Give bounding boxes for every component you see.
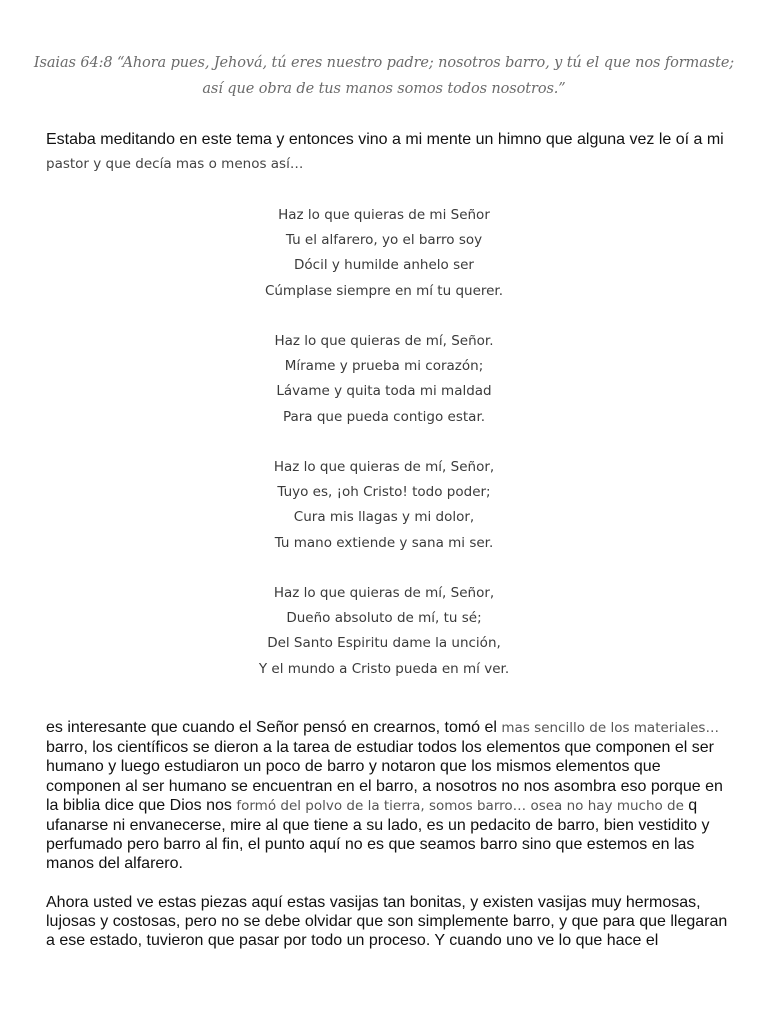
hymn-line: Mírame y prueba mi corazón; [284,358,484,375]
hymn-lyrics [0,203,768,707]
hymn-line: Tu mano extiende y sana mi ser. [274,534,494,551]
hymn-line: Y el mundo a Cristo pueda en mí ver. [258,660,510,677]
text-run: la biblia dice que Dios nos [46,796,237,814]
hymn-line: Haz lo que quieras de mí, Señor, [273,585,495,601]
bible-verse-epigraph [20,50,748,102]
hymn-line: Haz lo que quieras de mí, Señor. [274,333,494,349]
hymn-line: Del Santo Espiritu dame la unción, [267,635,501,652]
paragraph-line: humano y luego estudiaron un poco de barro y notaron que los mismos elementos que [46,758,661,776]
paragraph-line [46,796,726,816]
paragraph-line: perfumado pero barro al fin, el punto aquí no es que seamos barro sino que estemos en las [46,836,695,854]
hymn-stanza [0,329,768,430]
hymn-line: Haz lo que quieras de mi Señor [278,207,490,223]
intro-line: pastor y que decía mas o menos así… [46,156,304,172]
paragraph-line: manos del alfarero. [46,855,183,873]
hymn-line: Cúmplase siempre en mí tu querer. [264,282,504,299]
text-run: mas sencillo de los materiales… [501,720,719,736]
hymn-line: Cura mis llagas y mi dolor, [293,509,475,526]
hymn-line: Dueño absoluto de mí, tu sé; [286,610,482,627]
hymn-line: Tu el alfarero, yo el barro soy [285,232,483,249]
hymn-line: Lávame y quita toda mi maldad [276,383,492,400]
hymn-line: Tuyo es, ¡oh Cristo! todo poder; [277,484,491,501]
epigraph-line: así que obra de tus manos somos todos nosotros.” [202,81,566,97]
paragraph-line: barro, los científicos se dieron a la tarea de estudiar todos los elementos que componen el ser [46,739,714,757]
paragraph-line: componen al ser humano se encuentran en el barro, a nosotros no nos asombra eso porque en [46,777,723,795]
hymn-line: Para que pueda contigo estar. [282,408,486,425]
text-run: es interesante que cuando el Señor pensó en crearnos, tomó el [46,719,502,736]
paragraph-line: a ese estado, tuvieron que pasar por todo un proceso. Y cuando uno ve lo que hace el [46,932,659,950]
text-run: formó del polvo de la tierra, somos barro… osea no hay mucho de [236,797,689,814]
hymn-line: Dócil y humilde anhelo ser [294,257,474,274]
text-run: q [688,796,698,814]
paragraph-line: ufanarse ni envanecerse, mire al que tiene a su lado, es un pedacito de barro, bien vestidito y [46,817,710,835]
hymn-stanza [0,455,768,556]
body-text [46,718,726,969]
paragraph-line: lujosas y costosas, pero no se debe olvidar que son simplemente barro, y que para que llegaran [46,912,728,930]
body-paragraph [46,893,726,951]
intro-paragraph [46,128,736,176]
hymn-stanza [0,581,768,682]
hymn-line: Haz lo que quieras de mí, Señor, [273,459,495,475]
paragraph-line [46,718,726,738]
paragraph-line: Ahora usted ve estas piezas aquí estas vasijas tan bonitas, y existen vasijas muy hermosas, [46,893,701,911]
body-paragraph [46,718,726,874]
epigraph-line: Isaias 64:8 “Ahora pues, Jehová, tú eres nuestro padre; nosotros barro, y tú el que nos formaste; [33,55,735,71]
hymn-stanza [0,203,768,304]
intro-line: Estaba meditando en este tema y entonces vino a mi mente un himno que alguna vez le oí a mi [46,131,724,148]
